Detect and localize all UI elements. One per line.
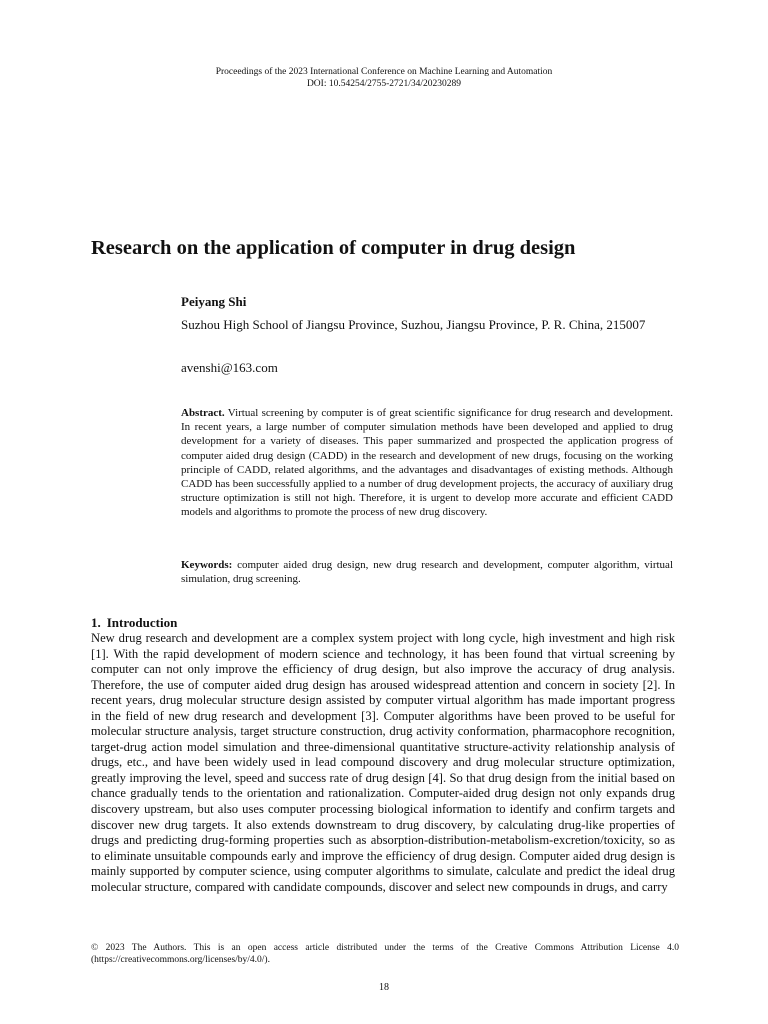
abstract: [181, 406, 673, 520]
abstract-text: Virtual screening by computer is of great scientific significance for drug research and development. In recent years, a large number of computer simulation methods have been developed and applied to drug development for a variety of diseases. This paper summarized and prospected the application progress of computer aided drug design (CADD) in the research and development of new drugs, focusing on the working principle of CADD, related algorithms, and the advantages and disadvantages of existing methods. Although CADD has been successfully applied to a number of drug development projects, the accuracy of auxiliary drug structure optimization is still not high. Therefore, it is urgent to develop more accurate and efficient CADD models and algorithms to promote the process of new drug discovery.: [181, 407, 673, 519]
abstract-label: Abstract.: [181, 407, 225, 419]
doi-line: DOI: 10.54254/2755-2721/34/20230289: [306, 79, 462, 89]
author-block: [181, 293, 671, 376]
running-header: [0, 66, 768, 90]
author-affiliation: Suzhou High School of Jiangsu Province, Suzhou, Jiangsu Province, P. R. China, 215007: [181, 317, 646, 332]
section-number: 1.: [91, 615, 101, 630]
section-introduction: [91, 615, 675, 895]
section-heading: [91, 615, 675, 631]
section-body: New drug research and development are a complex system project with long cycle, high investment and high risk [1]. With the rapid development of modern science and technology, it has been found that virtual screening by computer can not only improve the efficiency of drug design, but also improve the accuracy of drug analysis. Therefore, the use of computer aided drug design has aroused widespread attention and concern in society [2]. In recent years, drug molecular structure design assisted by computer virtual algorithm has made important progress in the field of new drug research and development [3]. Computer algorithms have been proved to be useful for molecular structure analysis, target structure construction, drug activity conformation, pharmacophore recognition, target-drug action model simulation and three-dimensional quantitative structure-activity relationship analysis of drugs, etc., and have been widely used in lead compound discovery and drug molecular structure optimization, greatly improving the level, speed and success rate of drug design [4]. So that drug design from the initial based on chance gradually tends to the orientation and rationalization. Computer-aided drug design not only expands drug discovery upstream, but also uses computer processing biological information to identify and confirm targets and discover new drug targets. It also extends downstream to drug discovery, by calculating drug-like properties of drugs and predicting drug-forming properties such as absorption-distribution-metabolism-excretion/toxicity, so as to eliminate unsuitable compounds early and improve the efficiency of drug design. Computer aided drug design is mainly supported by computer science, using computer algorithms to simulate, calculate and predict the ideal drug molecular structure, compared with candidate compounds, discover and select new compounds in drugs, and carry: [91, 631, 675, 894]
proceedings-line: Proceedings of the 2023 International Conference on Machine Learning and Automation: [215, 67, 553, 77]
author-email: avenshi@163.com: [181, 360, 278, 375]
license-footer: © 2023 The Authors. This is an open access article distributed under the terms of the Creative Commons Attribution License 4.0 (https://creativecommons.org/licenses/by/4.0/).: [91, 943, 679, 965]
keywords: [181, 558, 673, 586]
page-number: 18: [379, 982, 389, 993]
paper-title: Research on the application of computer in drug design: [91, 237, 576, 259]
author-name: Peiyang Shi: [181, 294, 247, 309]
keywords-label: Keywords:: [181, 559, 233, 571]
section-title: Introduction: [106, 615, 178, 630]
keywords-text: computer aided drug design, new drug research and development, computer algorithm, virtual simulation, drug screening.: [181, 559, 673, 586]
